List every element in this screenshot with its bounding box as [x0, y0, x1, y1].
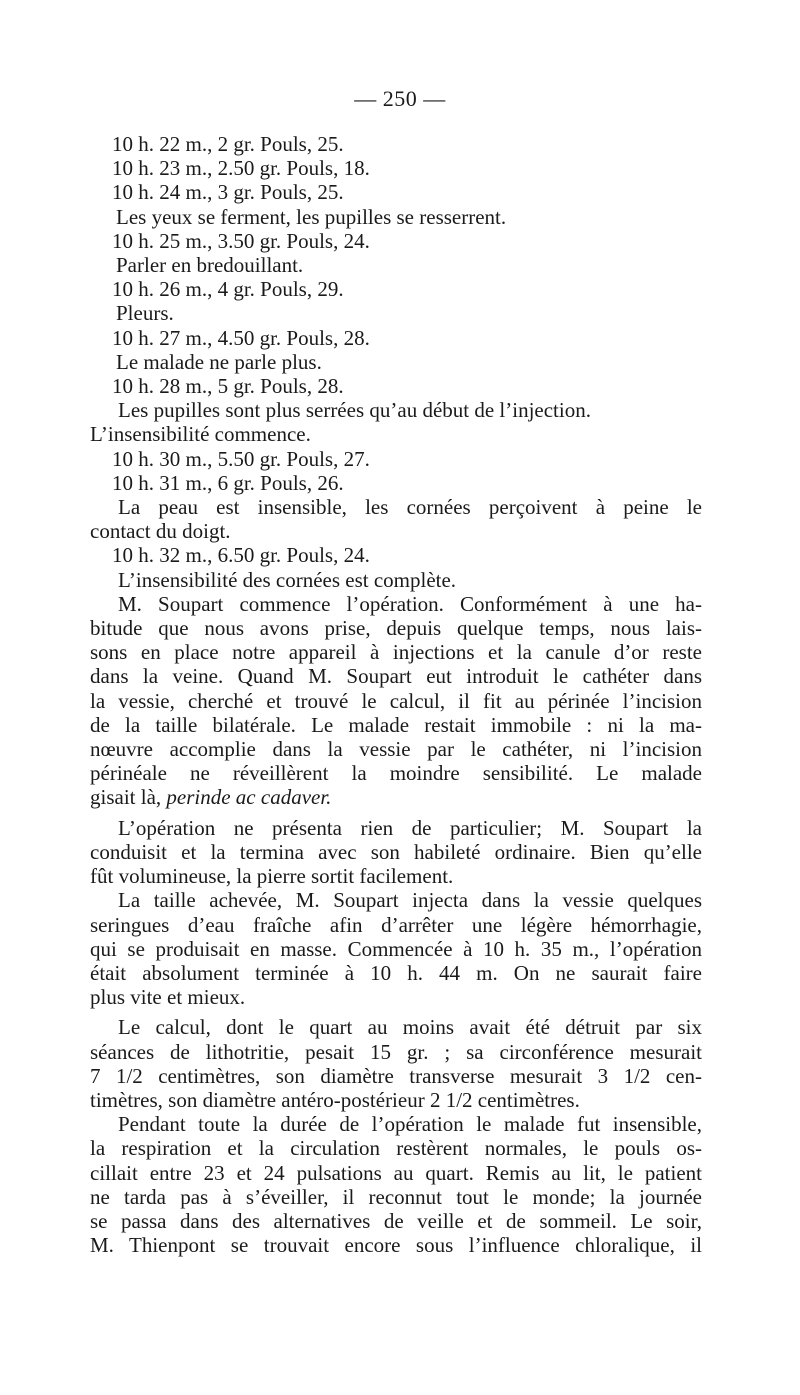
text-line: L’insensibilité commence.: [90, 422, 311, 447]
page-number: — 250 —: [354, 86, 446, 111]
text-line: timètres, son diamètre antéro-postérieur 2 1/2 centimètres.: [90, 1087, 580, 1112]
text-line: dans la veine. Quand M. Soupart eut introduit le cathéter dans: [90, 664, 702, 689]
text-line: Parler en bredouillant.: [116, 253, 304, 278]
text-line: L’insensibilité des cornées est complète.: [118, 567, 457, 592]
text-line: périnéale ne réveillèrent la moindre sensibilité. Le malade: [90, 761, 702, 786]
text-line: 10 h. 32 m., 6.50 gr. Pouls, 24.: [112, 543, 370, 568]
text-line: se passa dans des alternatives de veille et de sommeil. Le soir,: [90, 1208, 702, 1233]
text-line: contact du doigt.: [90, 519, 231, 544]
text-line: 10 h. 28 m., 5 gr. Pouls, 28.: [112, 374, 344, 399]
text-line: Le malade ne parle plus.: [116, 349, 322, 374]
text-line: seringues d’eau fraîche afin d’arrêter une légère hémorrhagie,: [90, 912, 702, 937]
text-line: 10 h. 31 m., 6 gr. Pouls, 26.: [112, 470, 344, 495]
text-line: [90, 785, 702, 809]
text-line: de la taille bilatérale. Le malade restait immobile : ni la ma-: [90, 712, 702, 737]
text-line: Pleurs.: [116, 301, 174, 326]
text-line: La peau est insensible, les cornées perçoivent à peine le: [118, 495, 702, 520]
text-line: 10 h. 23 m., 2.50 gr. Pouls, 18.: [112, 156, 370, 181]
text-line: Pendant toute la durée de l’opération le malade fut insensible,: [118, 1112, 702, 1137]
text-line: fût volumineuse, la pierre sortit facilement.: [90, 864, 454, 889]
text-line: conduisit et la termina avec son habileté ordinaire. Bien qu’elle: [90, 839, 702, 864]
latin-phrase: perinde ac cadaver.: [166, 785, 332, 810]
text-line: 10 h. 25 m., 3.50 gr. Pouls, 24.: [112, 228, 370, 253]
text-line: 7 1/2 centimètres, son diamètre transverse mesurait 3 1/2 cen-: [90, 1063, 702, 1088]
text-line: L’opération ne présenta rien de particulier; M. Soupart la: [118, 815, 702, 840]
text-line: 10 h. 27 m., 4.50 gr. Pouls, 28.: [112, 325, 370, 350]
page-body: [90, 132, 702, 1257]
text-line: qui se produisait en masse. Commencée à 10 h. 35 m., l’opération: [90, 936, 702, 961]
text-line: Le calcul, dont le quart au moins avait été détruit par six: [118, 1015, 702, 1040]
text-line: sons en place notre appareil à injections et la canule d’or reste: [90, 640, 702, 665]
text-line: 10 h. 24 m., 3 gr. Pouls, 25.: [112, 180, 344, 205]
text-fragment: gisait là,: [90, 785, 162, 810]
text-line: séances de lithotritie, pesait 15 gr. ; sa circonférence mesurait: [90, 1039, 702, 1064]
text-line: plus vite et mieux.: [90, 985, 246, 1010]
text-line: La taille achevée, M. Soupart injecta dans la vessie quelques: [118, 888, 702, 913]
text-line: nœuvre accomplie dans la vessie par le cathéter, ni l’incision: [90, 737, 702, 762]
text-line: la vessie, cherché et trouvé le calcul, il fit au périnée l’incision: [90, 688, 702, 713]
text-line: Les yeux se ferment, les pupilles se resserrent.: [116, 204, 507, 229]
text-line: Les pupilles sont plus serrées qu’au début de l’injection.: [118, 398, 591, 423]
text-line: 10 h. 26 m., 4 gr. Pouls, 29.: [112, 277, 344, 302]
text-line: bitude que nous avons prise, depuis quelque temps, nous lais-: [90, 616, 702, 641]
text-line: cillait entre 23 et 24 pulsations au quart. Remis au lit, le patient: [90, 1160, 702, 1185]
text-line: était absolument terminée à 10 h. 44 m. On ne saurait faire: [90, 960, 702, 985]
text-line: 10 h. 30 m., 5.50 gr. Pouls, 27.: [112, 446, 370, 471]
text-line: 10 h. 22 m., 2 gr. Pouls, 25.: [112, 132, 344, 156]
text-line: M. Thienpont se trouvait encore sous l’influence chloralique, il: [90, 1233, 702, 1258]
text-line: la respiration et la circulation restèrent normales, le pouls os-: [90, 1136, 702, 1161]
text-line: M. Soupart commence l’opération. Conformément à une ha-: [118, 591, 702, 616]
text-line: ne tarda pas à s’éveiller, il reconnut tout le monde; la journée: [90, 1184, 702, 1209]
